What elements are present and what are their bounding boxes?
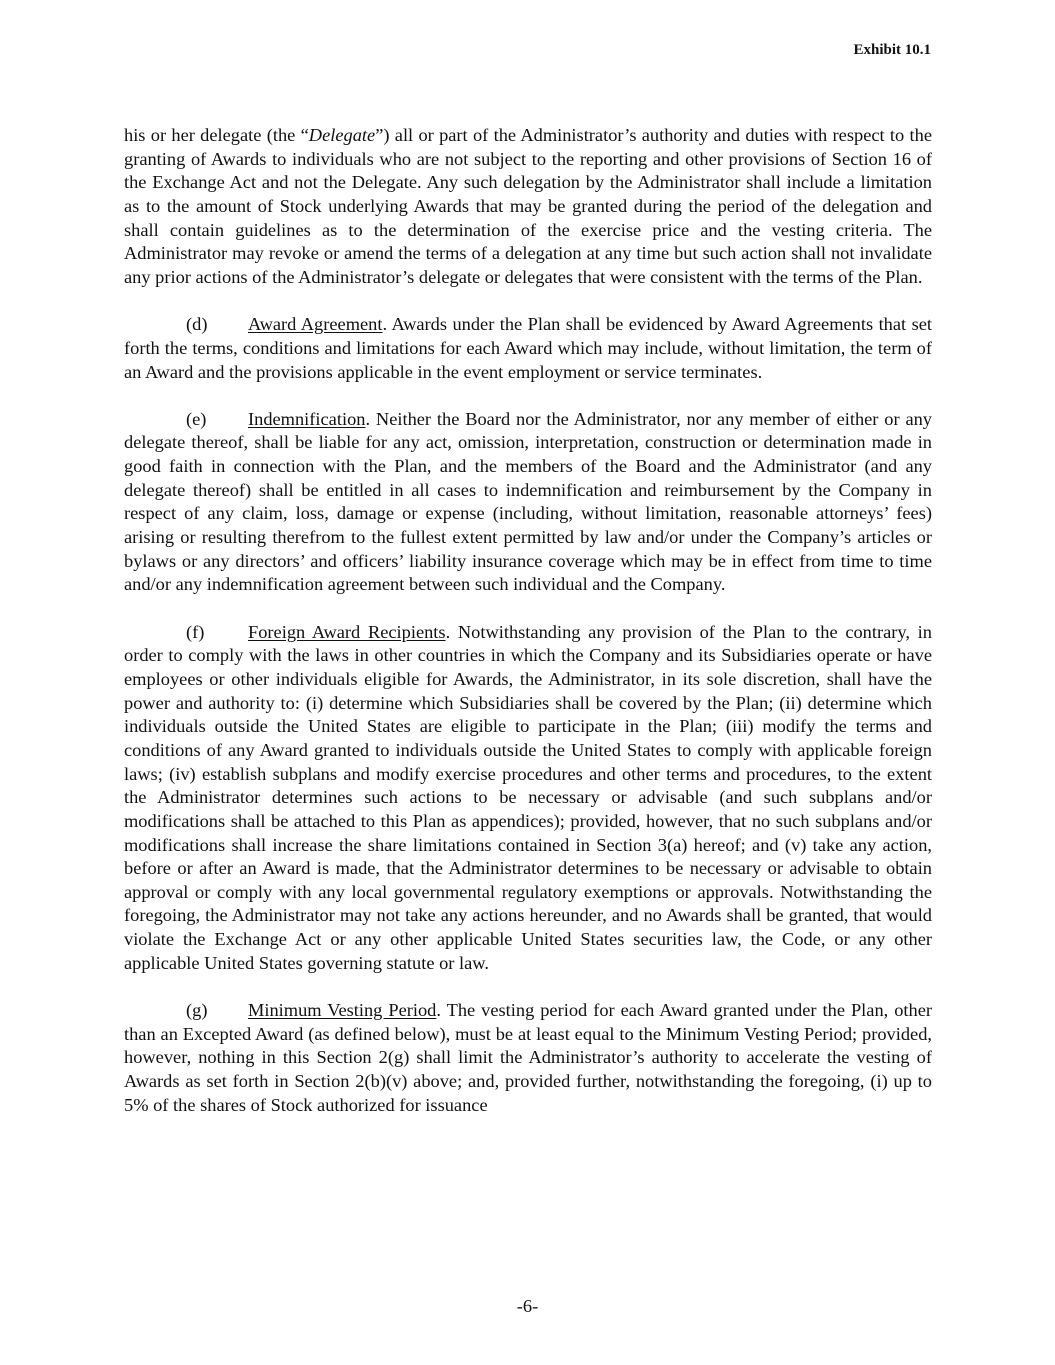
section-g-minimum-vesting-period [124, 999, 932, 1117]
section-label: (d) [186, 314, 208, 335]
paragraph-text: ”) all or part of the Administrator’s authority and duties with respect to the granting of Awards to individuals who are not subject to the reporting and other provisions of Section 16 of the Exchange Act and not the Delegate. Any such delegation by the Administrator shall include a limitation as to the amount of Stock underlying Awards that may be granted during the period of the delegation and shall contain guidelines as to the determination of the exercise price and the vesting criteria. The Administrator may revoke or amend the terms of a delegation at any time but such action shall not invalidate any prior actions of the Administrator’s delegate or delegates that were consistent with the terms of the Plan. [124, 125, 932, 287]
section-body: . The vesting period for each Award granted under the Plan, other than an Excepted Award (as defined below), must be at least equal to the Minimum Vesting Period; provided, however, nothing in this Section 2(g) shall limit the Administrator’s authority to accelerate the vesting of Awards as set forth in Section 2(b)(v) above; and, provided further, notwithstanding the foregoing, (i) up to 5% of the shares of Stock authorized for issuance [124, 1000, 932, 1115]
section-label: (g) [186, 1000, 208, 1021]
section-body: . Notwithstanding any provision of the Plan to the contrary, in order to comply with the laws in other countries in which the Company and its Subsidiaries operate or have employees or other individuals eligible for Awards, the Administrator, in its sole discretion, shall have the power and authority to: (i) determine which Subsidiaries shall be covered by the Plan; (ii) determine which individuals outside the United States are eligible to participate in the Plan; (iii) modify the terms and conditions of any Award granted to individuals outside the United States to comply with applicable foreign laws; (iv) establish subplans and modify exercise procedures and other terms and procedures, to the extent the Administrator determines such actions to be necessary or advisable (and such subplans and/or modifications shall be attached to this Plan as appendices); provided, however, that no such subplans and/or modifications shall increase the share limitations contained in Section 3(a) hereof; and (v) take any action, before or after an Award is made, that the Administrator determines to be necessary or advisable to obtain approval or comply with any local governmental regulatory exemptions or approvals. Notwithstanding the foregoing, the Administrator may not take any actions hereunder, and no Awards shall be granted, that would violate the Exchange Act or any other applicable United States securities law, the Code, or any other applicable United States governing statute or law. [124, 621, 932, 973]
section-f-foreign-award-recipients [124, 621, 932, 976]
section-heading: Foreign Award Recipients [248, 621, 446, 642]
section-e-indemnification [124, 408, 932, 597]
section-body: . Awards under the Plan shall be evidenced by Award Agreements that set forth the terms, conditions and limitations for each Award which may include, without limitation, the term of an Award and the provisions applicable in the event employment or service terminates. [124, 314, 933, 382]
defined-term: Delegate [308, 125, 376, 145]
document-body [124, 124, 932, 1141]
section-heading: Minimum Vesting Period [248, 1000, 437, 1021]
paragraph-text: his or her delegate (the “ [124, 125, 309, 145]
section-heading: Indemnification [248, 408, 366, 429]
section-label: (e) [186, 408, 207, 429]
paragraph-delegate [124, 124, 932, 290]
section-label: (f) [186, 621, 205, 642]
exhibit-label: Exhibit 10.1 [853, 42, 931, 58]
section-body: . Neither the Board nor the Administrator, nor any member of either or any delegate thereof, shall be liable for any act, omission, interpretation, construction or determination made in good faith in connection with the Plan, and the members of the Board and the Administrator (and any delegate thereof) shall be entitled in all cases to indemnification and reimbursement by the Company in respect of any claim, loss, damage or expense (including, without limitation, reasonable attorneys’ fees) arising or resulting therefrom to the fullest extent permitted by law and/or under the Company’s articles or bylaws or any directors’ and officers’ liability insurance coverage which may be in effect from time to time and/or any indemnification agreement between such individual and the Company. [124, 408, 932, 595]
section-d-award-agreement [124, 313, 932, 384]
section-heading: Award Agreement [248, 314, 383, 335]
page-number: -6- [516, 1296, 539, 1316]
